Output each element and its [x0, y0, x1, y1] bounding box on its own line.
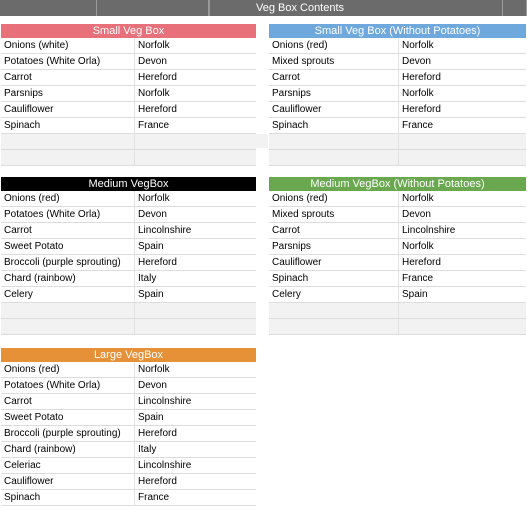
origin-cell[interactable]: Lincolnshire [135, 223, 256, 239]
table-row [1, 54, 256, 70]
empty-cell[interactable] [269, 150, 399, 166]
vegetable-cell[interactable]: Cauliflower [1, 474, 135, 490]
origin-cell[interactable]: France [399, 118, 526, 134]
empty-cell[interactable] [269, 319, 399, 335]
vegetable-cell[interactable]: Chard (rainbow) [1, 271, 135, 287]
vegetable-cell[interactable]: Chard (rainbow) [1, 442, 135, 458]
vegetable-cell[interactable]: Carrot [1, 70, 135, 86]
vegetable-cell[interactable]: Cauliflower [269, 102, 399, 118]
empty-cell[interactable] [399, 150, 526, 166]
vegetable-cell[interactable]: Onions (red) [1, 362, 135, 378]
origin-cell[interactable]: Lincolnshire [135, 394, 256, 410]
vegetable-cell[interactable]: Broccoli (purple sprouting) [1, 426, 135, 442]
origin-cell[interactable]: Lincolnshire [135, 458, 256, 474]
table-row [1, 410, 256, 426]
box-header: Medium VegBox [1, 177, 256, 191]
vegetable-cell[interactable]: Spinach [269, 271, 399, 287]
table-row [269, 271, 526, 287]
title-bar-cell [390, 0, 503, 16]
empty-row [269, 134, 526, 150]
origin-cell[interactable]: Devon [135, 54, 256, 70]
empty-cell[interactable] [269, 303, 399, 319]
origin-cell[interactable]: Devon [399, 54, 526, 70]
empty-row [1, 134, 256, 150]
origin-cell[interactable]: Hereford [399, 255, 526, 271]
vegetable-cell[interactable]: Celery [269, 287, 399, 303]
origin-cell[interactable]: Hereford [135, 255, 256, 271]
origin-cell[interactable]: Hereford [399, 70, 526, 86]
empty-row [1, 150, 256, 166]
table-row [1, 474, 256, 490]
origin-cell[interactable]: Norfolk [135, 86, 256, 102]
origin-cell[interactable]: Norfolk [399, 86, 526, 102]
vegetable-cell[interactable]: Onions (red) [1, 191, 135, 207]
sheet-title-bar [0, 0, 527, 16]
vegetable-cell[interactable]: Mixed sprouts [269, 207, 399, 223]
table-row [1, 378, 256, 394]
empty-row [1, 303, 256, 319]
vegetable-cell[interactable]: Potatoes (White Orla) [1, 54, 135, 70]
vegetable-cell[interactable]: Spinach [1, 118, 135, 134]
vegetable-cell[interactable]: Spinach [269, 118, 399, 134]
box-header: Small Veg Box [1, 24, 256, 38]
empty-cell[interactable] [1, 134, 135, 150]
origin-cell[interactable]: Hereford [135, 102, 256, 118]
vegetable-cell[interactable]: Celeriac [1, 458, 135, 474]
table-row [269, 239, 526, 255]
origin-cell[interactable]: Lincolnshire [399, 223, 526, 239]
table-row [1, 442, 256, 458]
vegetable-cell[interactable]: Potatoes (White Orla) [1, 378, 135, 394]
vegetable-cell[interactable]: Onions (red) [269, 191, 399, 207]
vegetable-cell[interactable]: Mixed sprouts [269, 54, 399, 70]
vegetable-cell[interactable]: Onions (white) [1, 38, 135, 54]
table-row [269, 86, 526, 102]
vegetable-cell[interactable]: Cauliflower [269, 255, 399, 271]
origin-cell[interactable]: Norfolk [135, 191, 256, 207]
empty-cell[interactable] [399, 134, 526, 150]
title-bar-cell [97, 0, 209, 16]
empty-cell[interactable] [1, 150, 135, 166]
table-row [1, 239, 256, 255]
sheet-title: Veg Box Contents [209, 0, 390, 16]
origin-cell[interactable]: Devon [399, 207, 526, 223]
vegetable-cell[interactable]: Onions (red) [269, 38, 399, 54]
origin-cell[interactable]: France [135, 490, 256, 506]
vegetable-cell[interactable]: Carrot [269, 70, 399, 86]
table-row [269, 70, 526, 86]
vegetable-cell[interactable]: Celery [1, 287, 135, 303]
box-header: Large VegBox [1, 348, 256, 362]
table-row [269, 223, 526, 239]
empty-row [269, 150, 526, 166]
vegetable-cell[interactable]: Parsnips [269, 86, 399, 102]
origin-cell[interactable]: Norfolk [135, 362, 256, 378]
origin-cell[interactable]: Hereford [135, 426, 256, 442]
empty-cell[interactable] [135, 150, 256, 166]
origin-cell[interactable]: Spain [399, 287, 526, 303]
empty-row [1, 319, 256, 335]
vegetable-cell[interactable]: Cauliflower [1, 102, 135, 118]
table-row [1, 287, 256, 303]
empty-cell[interactable] [1, 303, 135, 319]
table-row [269, 207, 526, 223]
empty-cell[interactable] [399, 303, 526, 319]
vegetable-cell[interactable]: Parsnips [269, 239, 399, 255]
box-header: Small Veg Box (Without Potatoes) [269, 24, 526, 38]
table-row [1, 426, 256, 442]
origin-cell[interactable]: Italy [135, 271, 256, 287]
empty-cell[interactable] [135, 303, 256, 319]
medium-veg-box-without-potatoes [269, 177, 526, 335]
table-row [1, 490, 256, 506]
table-row [269, 191, 526, 207]
origin-cell[interactable]: Hereford [135, 474, 256, 490]
table-row [1, 458, 256, 474]
table-row [1, 86, 256, 102]
vegetable-cell[interactable]: Sweet Potato [1, 410, 135, 426]
table-row [1, 38, 256, 54]
small-veg-box [1, 24, 256, 166]
origin-cell[interactable]: Spain [135, 239, 256, 255]
origin-cell[interactable]: Devon [135, 378, 256, 394]
origin-cell[interactable]: Spain [135, 410, 256, 426]
empty-cell[interactable] [399, 319, 526, 335]
table-row [269, 38, 526, 54]
spacer-cell [256, 134, 268, 148]
table-row [269, 287, 526, 303]
small-veg-box-without-potatoes [269, 24, 526, 166]
large-veg-box [1, 348, 256, 506]
vegetable-cell[interactable]: Carrot [1, 394, 135, 410]
title-bar-cell [0, 0, 97, 16]
title-bar-cell [503, 0, 527, 16]
table-row [1, 362, 256, 378]
table-row [1, 394, 256, 410]
origin-cell[interactable]: Devon [135, 207, 256, 223]
table-row [1, 118, 256, 134]
table-row [1, 191, 256, 207]
table-row [1, 271, 256, 287]
empty-cell[interactable] [1, 319, 135, 335]
vegetable-cell[interactable]: Broccoli (purple sprouting) [1, 255, 135, 271]
origin-cell[interactable]: Hereford [399, 102, 526, 118]
vegetable-cell[interactable]: Potatoes (White Orla) [1, 207, 135, 223]
origin-cell[interactable]: France [399, 271, 526, 287]
empty-cell[interactable] [135, 319, 256, 335]
empty-row [269, 303, 526, 319]
table-row [1, 70, 256, 86]
table-row [269, 255, 526, 271]
box-header: Medium VegBox (Without Potatoes) [269, 177, 526, 191]
table-row [1, 255, 256, 271]
origin-cell[interactable]: Hereford [135, 70, 256, 86]
vegetable-cell[interactable]: Carrot [269, 223, 399, 239]
empty-cell[interactable] [135, 134, 256, 150]
vegetable-cell[interactable]: Sweet Potato [1, 239, 135, 255]
origin-cell[interactable]: Norfolk [399, 38, 526, 54]
table-row [269, 54, 526, 70]
table-row [1, 207, 256, 223]
table-row [1, 223, 256, 239]
origin-cell[interactable]: France [135, 118, 256, 134]
origin-cell[interactable]: Italy [135, 442, 256, 458]
table-row [1, 102, 256, 118]
origin-cell[interactable]: Norfolk [135, 38, 256, 54]
table-row [269, 102, 526, 118]
origin-cell[interactable]: Spain [135, 287, 256, 303]
medium-veg-box [1, 177, 256, 335]
vegetable-cell[interactable]: Spinach [1, 490, 135, 506]
table-row [269, 118, 526, 134]
origin-cell[interactable]: Norfolk [399, 239, 526, 255]
vegetable-cell[interactable]: Parsnips [1, 86, 135, 102]
origin-cell[interactable]: Norfolk [399, 191, 526, 207]
vegetable-cell[interactable]: Carrot [1, 223, 135, 239]
empty-row [269, 319, 526, 335]
empty-cell[interactable] [269, 134, 399, 150]
